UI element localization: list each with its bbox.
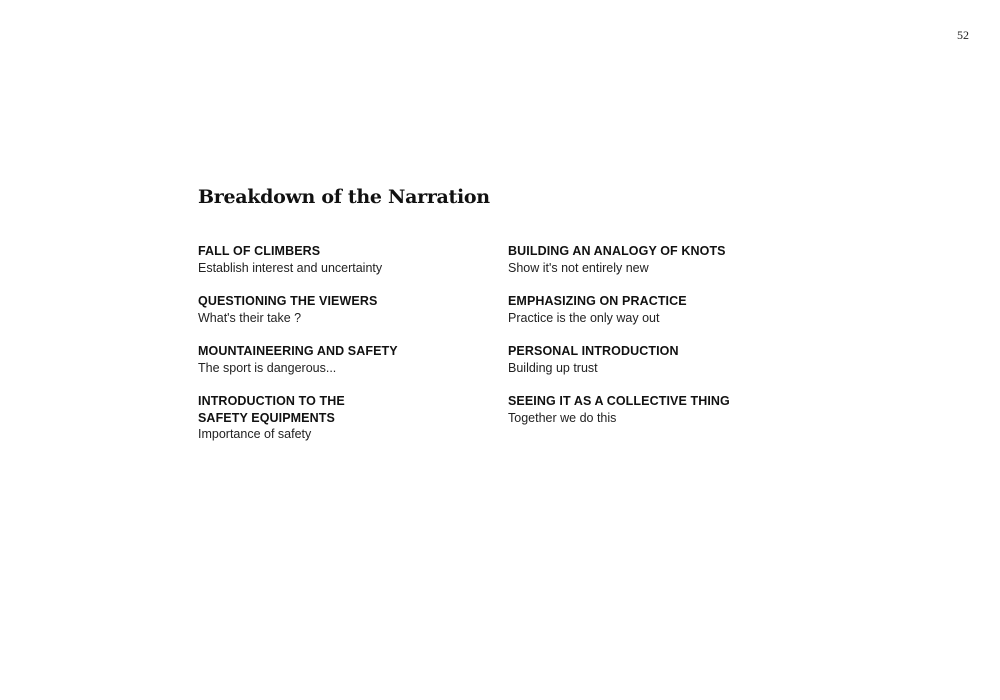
item-heading: INTRODUCTION TO THE SAFETY EQUIPMENTS xyxy=(198,394,345,425)
left-column xyxy=(198,243,488,460)
item-description: Building up trust xyxy=(508,360,598,375)
item-heading: PERSONAL INTRODUCTION xyxy=(508,344,679,358)
item-heading: QUESTIONING THE VIEWERS xyxy=(198,294,378,308)
item-heading: FALL OF CLIMBERS xyxy=(198,244,321,258)
item-description: What's their take ? xyxy=(198,310,302,325)
narration-item-safety-equipments xyxy=(198,393,488,443)
narration-item-fall-of-climbers xyxy=(198,243,488,276)
item-description: Practice is the only way out xyxy=(508,310,660,325)
item-heading: EMPHASIZING ON PRACTICE xyxy=(508,294,687,308)
page-title: Breakdown of the Narration xyxy=(198,186,490,208)
item-heading: MOUNTAINEERING AND SAFETY xyxy=(198,344,398,358)
right-column xyxy=(508,243,798,443)
narration-item-personal-introduction xyxy=(508,343,798,376)
item-description: Show it's not entirely new xyxy=(508,260,649,275)
item-description: Establish interest and uncertainty xyxy=(198,260,383,275)
narration-item-analogy-of-knots xyxy=(508,243,798,276)
item-description: Together we do this xyxy=(508,410,617,425)
narration-item-collective-thing xyxy=(508,393,798,426)
narration-item-questioning-viewers xyxy=(198,293,488,326)
narration-item-mountaineering-safety xyxy=(198,343,488,376)
narration-item-emphasizing-practice xyxy=(508,293,798,326)
item-description: The sport is dangerous... xyxy=(198,360,337,375)
page-number: 52 xyxy=(957,28,969,42)
item-heading: BUILDING AN ANALOGY OF KNOTS xyxy=(508,244,726,258)
item-description: Importance of safety xyxy=(198,427,312,441)
item-heading: SEEING IT AS A COLLECTIVE THING xyxy=(508,394,730,408)
